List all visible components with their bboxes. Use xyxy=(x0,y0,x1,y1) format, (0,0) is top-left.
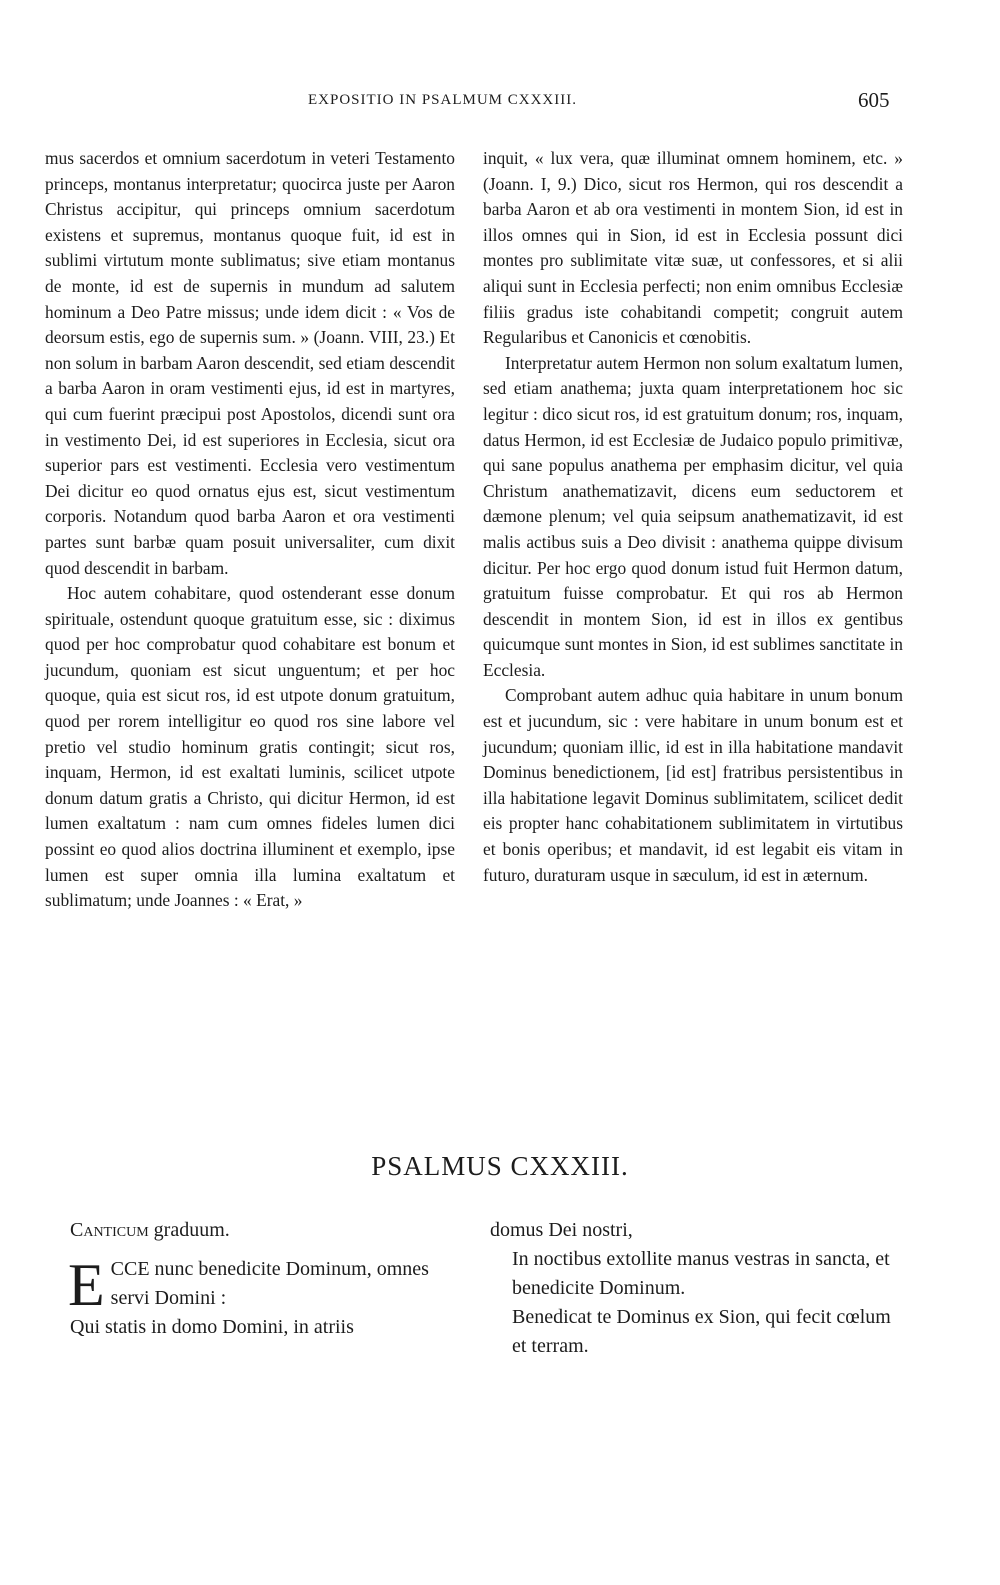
paragraph: Comprobant autem adhuc quia habitare in unum bonum est et jucundum, sic : vere habitare in unum bonum est et jucundum; quoniam illic, id est in illa habitatione mandavit Dominus benedictionem, [id est] fratribus persistentibus in illa habitatione legavit Dominus sublimitatem, scilicet dedit eis propter hanc cohabitationem sublimitatem in virtutibus et bonis operibus; et mandavit, id est legabit eis vitam in futuro, duraturam usque in sæculum, id est in æternum. xyxy=(483,685,903,885)
psalm-verse: Qui statis in domo Domini, in atriis xyxy=(70,1316,354,1338)
paragraph: mus sacerdos et omnium sacerdotum in veteri Testamento princeps, montanus interpretatur; quocirca juste per Aaron Christus accipitur, qui princeps omnium sacerdotum existens et supremus, montanus quoque fuit, id est in sublimi virtutum monte sublimatus; sive etiam montanus de monte, id est de supernis in mundum ad salutem hominum a Deo Patre missus; unde idem dicit : « Vos de deorsum estis, ego de supernis sum. » (Joann. VIII, 23.) Et non solum in barbam Aaron descendit, sed etiam descendit a barba Aaron in oram vestimenti ejus, id est in martyres, qui cum fuerint præcipui post Apostolos, dicendi sunt ora in vestimento Dei, id est superiores in Ecclesia, sicut ora superior pars est vestimenti. Ecclesia vero vestimentum Dei dicitur eo quod ornatus ejus est, sicut vestimentum corporis. Notandum quod barba Aaron et ora vestimenti partes sunt barbæ quam posuit universaliter, cum dixit quod descendit in barbam. xyxy=(45,148,455,578)
psalm-verse xyxy=(68,1252,460,1318)
psalm-verse: domus Dei nostri, xyxy=(490,1219,633,1241)
page-header xyxy=(0,88,1000,118)
psalm-verse xyxy=(490,1245,910,1303)
psalm-verse-text: CCE nunc benedicite Dominum, omnes servi Domini : xyxy=(110,1258,429,1309)
psalm-right-column xyxy=(490,1216,910,1361)
page-number: 605 xyxy=(858,88,890,112)
psalm-verse-text: In noctibus extollite manus vestras in sancta, et benedicite Dominum. xyxy=(512,1248,890,1299)
left-column xyxy=(45,146,455,914)
running-title: EXPOSITIO IN PSALMUM CXXXIII. xyxy=(308,92,577,108)
paragraph: Interpretatur autem Hermon non solum exaltatum lumen, sed etiam anathema; juxta quam interpretationem hoc sic legitur : dico sicut ros, id est gratuitum donum; ros, inquam, datus Hermon, id est Ecclesiæ de Judaico populo primitivæ, qui sane populus anathema per emphasim dicitur, vel quia Christum anathematizavit, dicens eum seductorem et dæmone plenum; vel quia seipsum anathematizavit, id est malis actibus suis a Deo divisit : anathema quippe divisum dicitur. Per hoc ergo quod donum istud fuit Hermon datum, gratuitum fuisse comprobatur. Et qui ros ab Hermon descendit in montem Sion, id est in illos ex gentibus quicumque sunt montes in Sion, id est sublimes sanctitate in Ecclesia. xyxy=(483,352,903,680)
drop-cap: E xyxy=(68,1252,105,1318)
paragraph: Hoc autem cohabitare, quod ostenderant esse donum spirituale, ostendunt quoque gratuitum esse, sic : diximus quod per hoc comprobatur quod cohabitare est bonum et jucundum, quoniam est sicut unguentum; et per hoc quoque, quia est sicut ros, id est utpote donum gratuitum, quod per rorem intelligitur eo quod ros sine labore vel pretio vel studio hominum gratis contingit; sicut ros, inquam, Hermon, id est exaltati luminis, scilicet utpote donum datum gratis a Christo, qui dicitur Hermon, id est lumen exaltatum : nam cum omnes fideles lumen dici possint eo quod alios doctrina illuminent et exemplo, ipse lumen est super omnia illa lumina exaltatum et sublimatum; unde Joannes : « Erat, » xyxy=(45,583,455,911)
psalm-subtitle-rest: graduum. xyxy=(148,1219,230,1241)
psalm-left-column xyxy=(70,1216,460,1342)
psalm-subtitle xyxy=(70,1216,460,1245)
psalm-verse-text: Benedicat te Dominus ex Sion, qui fecit cœlum et terram. xyxy=(512,1306,891,1357)
psalm-heading: PSALMUS CXXXIII. xyxy=(371,1151,629,1181)
psalm-verse xyxy=(490,1303,910,1361)
paragraph: inquit, « lux vera, quæ illuminat omnem hominem, etc. » (Joann. I, 9.) Dico, sicut ros Hermon, qui ros descendit a barba Aaron et ab ora vestimenti in montem Sion, id est in illos omnes qui in Sion, id est in Ecclesia possunt dici montes pro sublimitate vitæ suæ, ut confessores, et si alii aliqui sunt in Ecclesia perfecti; non enim omnibus Ecclesiæ filiis gradus iste cohabitandi competit; congruit autem Regularibus et Canonicis et cœnobitis. xyxy=(483,148,903,348)
right-column xyxy=(483,146,903,888)
psalm-subtitle-smallcaps: Canticum xyxy=(70,1219,149,1241)
